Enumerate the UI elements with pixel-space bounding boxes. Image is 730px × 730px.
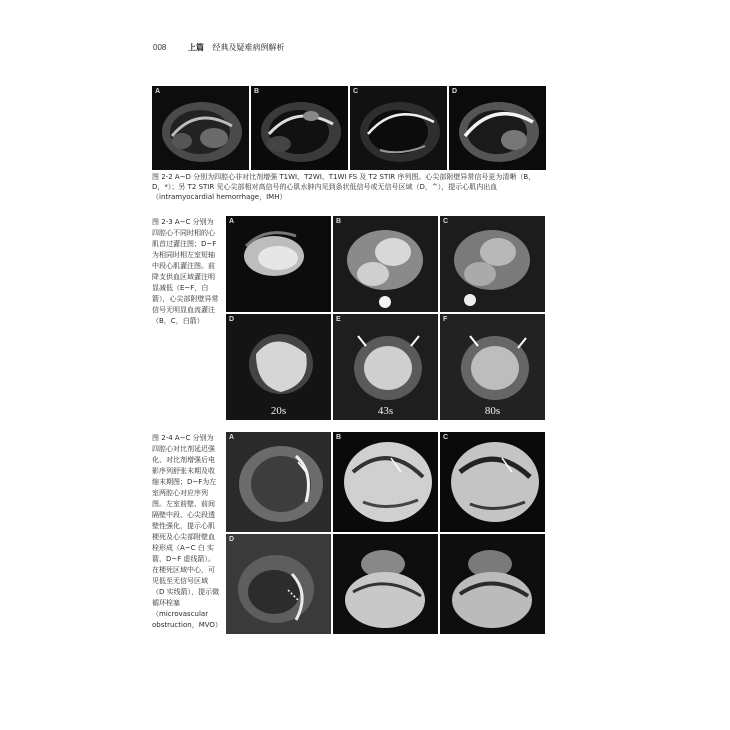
panel-label: C (443, 218, 449, 225)
cardiac-mri-image (152, 86, 249, 170)
cine-image (440, 432, 545, 532)
fig23-top-row (226, 216, 546, 312)
panel-label: D (229, 316, 235, 323)
fig23-bottom-row (226, 314, 546, 420)
cine-two-chamber-image (333, 534, 438, 634)
perfusion-image (333, 216, 438, 312)
figure-2-3-images (226, 216, 546, 422)
fig24-panel-c (440, 432, 545, 532)
time-label: 80s (484, 405, 501, 417)
fig24-panel-a (226, 432, 331, 532)
cardiac-mri-image (449, 86, 546, 170)
perfusion-image (440, 216, 545, 312)
fig22-panel-b (251, 86, 348, 170)
fig22-panel-a (152, 86, 249, 170)
perfusion-image (226, 216, 331, 312)
time-label: 20s (270, 405, 287, 417)
panel-label: A (229, 218, 235, 225)
fig24-bottom-row (226, 534, 546, 634)
panel-label: D (229, 536, 235, 543)
running-header (188, 42, 285, 53)
fig23-panel-a (226, 216, 331, 312)
panel-label: A (229, 434, 235, 441)
panel-label: B (336, 218, 342, 225)
fig24-panel-e (333, 534, 438, 634)
fig24-panel-d (226, 534, 331, 634)
panel-label: B (254, 88, 260, 95)
page-number: 008 (153, 43, 167, 52)
header-section: 经典及疑难病例解析 (212, 43, 285, 52)
fig24-top-row (226, 432, 546, 532)
fig23-panel-f (440, 314, 545, 420)
figure-2-3-caption: 图 2-3 A~C 分别为四腔心不同时相的心肌首过灌注图；D~F 为相同时相左室短轴中段心肌灌注图。前降支供血区域灌注明显减低（E~F，白箭），心尖部附壁异常信号无明显血流灌注（B，C，白箭） (152, 218, 219, 325)
panel-label: A (155, 88, 161, 95)
cine-image (333, 432, 438, 532)
panel-label: C (443, 434, 449, 441)
figure-2-2-images (152, 86, 546, 170)
figure-2-4-images (226, 432, 546, 636)
cine-two-chamber-image (440, 534, 545, 634)
panel-label: D (452, 88, 458, 95)
header-part: 上篇 (188, 43, 204, 52)
cardiac-mri-image (350, 86, 447, 170)
figure-2-2-caption: 图 2-2 A~D 分别为四腔心非对比剂增强 T1WI、T2WI、T1WI FS 及 T2 STIR 序列图。心尖部附壁异常信号更为清晰（B，D，*）；另 T2 STIR 见心尖部相对高信号的心肌水肿内见到条状低信号或无信号区域（D，^），提示心肌内出血（intramyocardial hemorrhage，IMH） (152, 173, 536, 201)
panel-label: F (443, 316, 448, 323)
fig23-panel-e (333, 314, 438, 420)
lge-two-chamber-image (226, 534, 331, 634)
fig24-panel-f (440, 534, 545, 634)
fig23-panel-c (440, 216, 545, 312)
panel-label: C (353, 88, 359, 95)
lge-image (226, 432, 331, 532)
fig22-panel-d (449, 86, 546, 170)
panel-label: E (336, 316, 341, 323)
figure-2-4-caption: 图 2-4 A~C 分别为四腔心对比剂延迟强化、对比剂增强后电影序列舒张末期及收缩末期图；D~F为左室两腔心对应序列图。左室前壁、前间隔壁中段、心尖段透壁性强化，提示心肌梗死及心尖部附壁血栓形成（A~C 白 实 箭，D~F 虚线箭）。在梗死区域中心，可见低至无信号区域（D 实线箭），提示微循环栓塞（microvascular obstruction，MVO） (152, 434, 222, 629)
fig23-panel-b (333, 216, 438, 312)
fig23-panel-d (226, 314, 331, 420)
fig22-panel-c (350, 86, 447, 170)
fig24-panel-b (333, 432, 438, 532)
panel-label: B (336, 434, 342, 441)
time-label: 43s (377, 405, 394, 417)
cardiac-mri-image (251, 86, 348, 170)
